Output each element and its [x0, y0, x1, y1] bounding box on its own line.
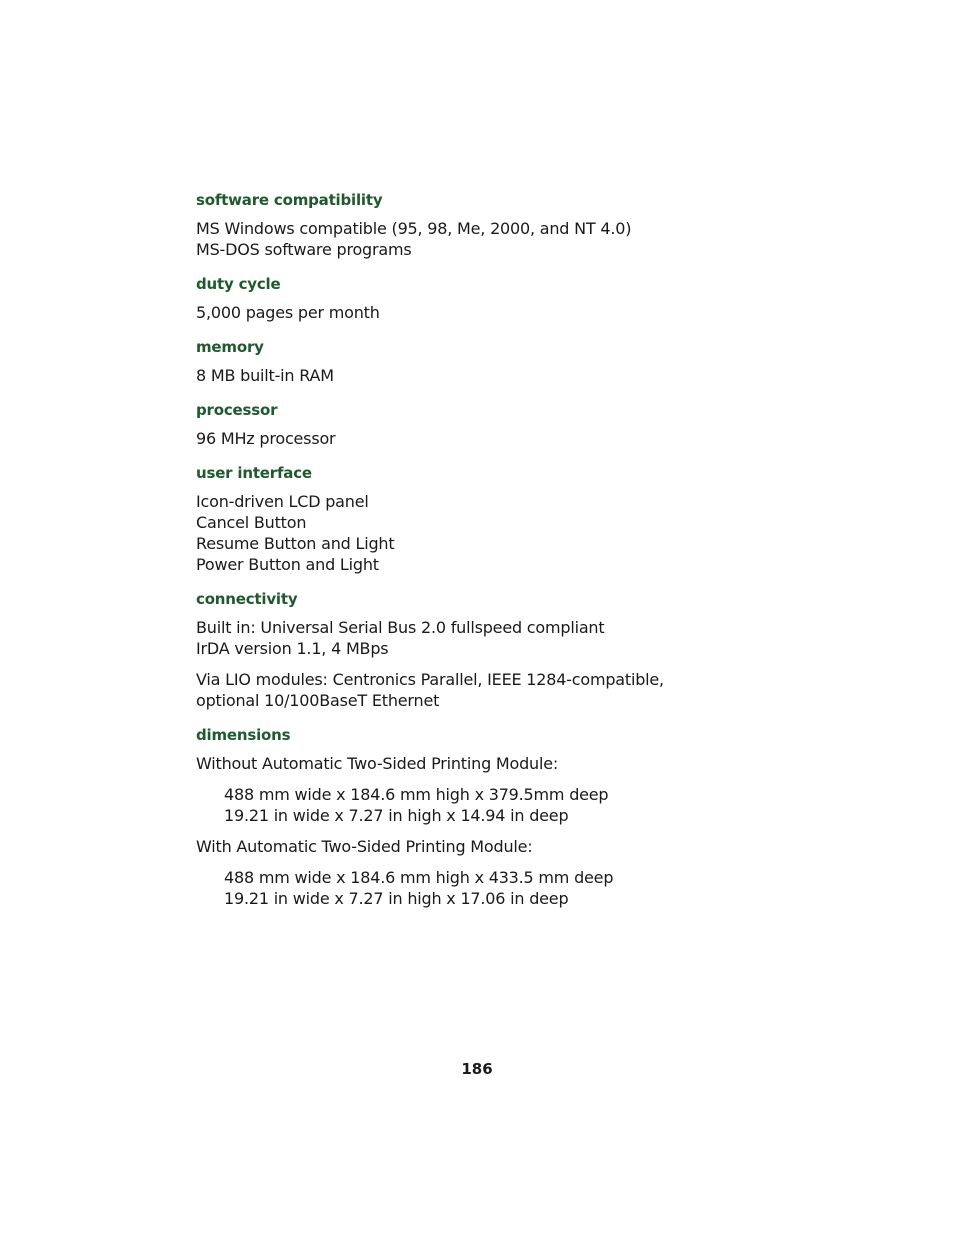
text-line: 96 MHz processor — [196, 429, 336, 448]
text-line: Resume Button and Light — [196, 534, 395, 553]
heading-dimensions: dimensions — [196, 726, 291, 744]
section-connectivity — [196, 589, 756, 711]
connectivity-lio-text — [196, 669, 756, 711]
user-interface-text — [196, 491, 756, 575]
section-user-interface — [196, 463, 756, 575]
memory-text — [196, 365, 756, 386]
text-line: 19.21 in wide x 7.27 in high x 17.06 in deep — [224, 889, 569, 908]
section-duty-cycle — [196, 274, 756, 323]
heading-duty-cycle: duty cycle — [196, 275, 281, 293]
spec-page — [196, 190, 756, 923]
page-number: 186 — [461, 1060, 493, 1078]
dimensions-with-label — [196, 836, 756, 857]
text-line: Icon-driven LCD panel — [196, 492, 369, 511]
section-memory — [196, 337, 756, 386]
text-line: Built in: Universal Serial Bus 2.0 fullspeed compliant — [196, 618, 605, 637]
text-line: MS Windows compatible (95, 98, Me, 2000, and NT 4.0) — [196, 219, 632, 238]
software-compatibility-text — [196, 218, 756, 260]
text-line: 488 mm wide x 184.6 mm high x 379.5mm deep — [224, 785, 609, 804]
duty-cycle-text — [196, 302, 756, 323]
text-line: Via LIO modules: Centronics Parallel, IEEE 1284-compatible, — [196, 670, 664, 689]
text-line: With Automatic Two-Sided Printing Module: — [196, 837, 533, 856]
text-line: Cancel Button — [196, 513, 307, 532]
text-line: Without Automatic Two-Sided Printing Module: — [196, 754, 559, 773]
text-line: 488 mm wide x 184.6 mm high x 433.5 mm deep — [224, 868, 614, 887]
section-software-compatibility — [196, 190, 756, 260]
dimensions-without-label — [196, 753, 756, 774]
connectivity-built-in-text — [196, 617, 756, 659]
text-line: 5,000 pages per month — [196, 303, 380, 322]
processor-text — [196, 428, 756, 449]
text-line: 8 MB built-in RAM — [196, 366, 334, 385]
heading-connectivity: connectivity — [196, 590, 298, 608]
section-processor — [196, 400, 756, 449]
text-line: Power Button and Light — [196, 555, 379, 574]
dimensions-without-values — [196, 784, 756, 826]
text-line: optional 10/100BaseT Ethernet — [196, 691, 440, 710]
text-line: 19.21 in wide x 7.27 in high x 14.94 in deep — [224, 806, 569, 825]
dimensions-with-values — [196, 867, 756, 909]
text-line: MS-DOS software programs — [196, 240, 412, 259]
heading-memory: memory — [196, 338, 264, 356]
text-line: IrDA version 1.1, 4 MBps — [196, 639, 389, 658]
heading-user-interface: user interface — [196, 464, 312, 482]
heading-software-compatibility: software compatibility — [196, 191, 383, 209]
section-dimensions — [196, 725, 756, 909]
heading-processor: processor — [196, 401, 278, 419]
